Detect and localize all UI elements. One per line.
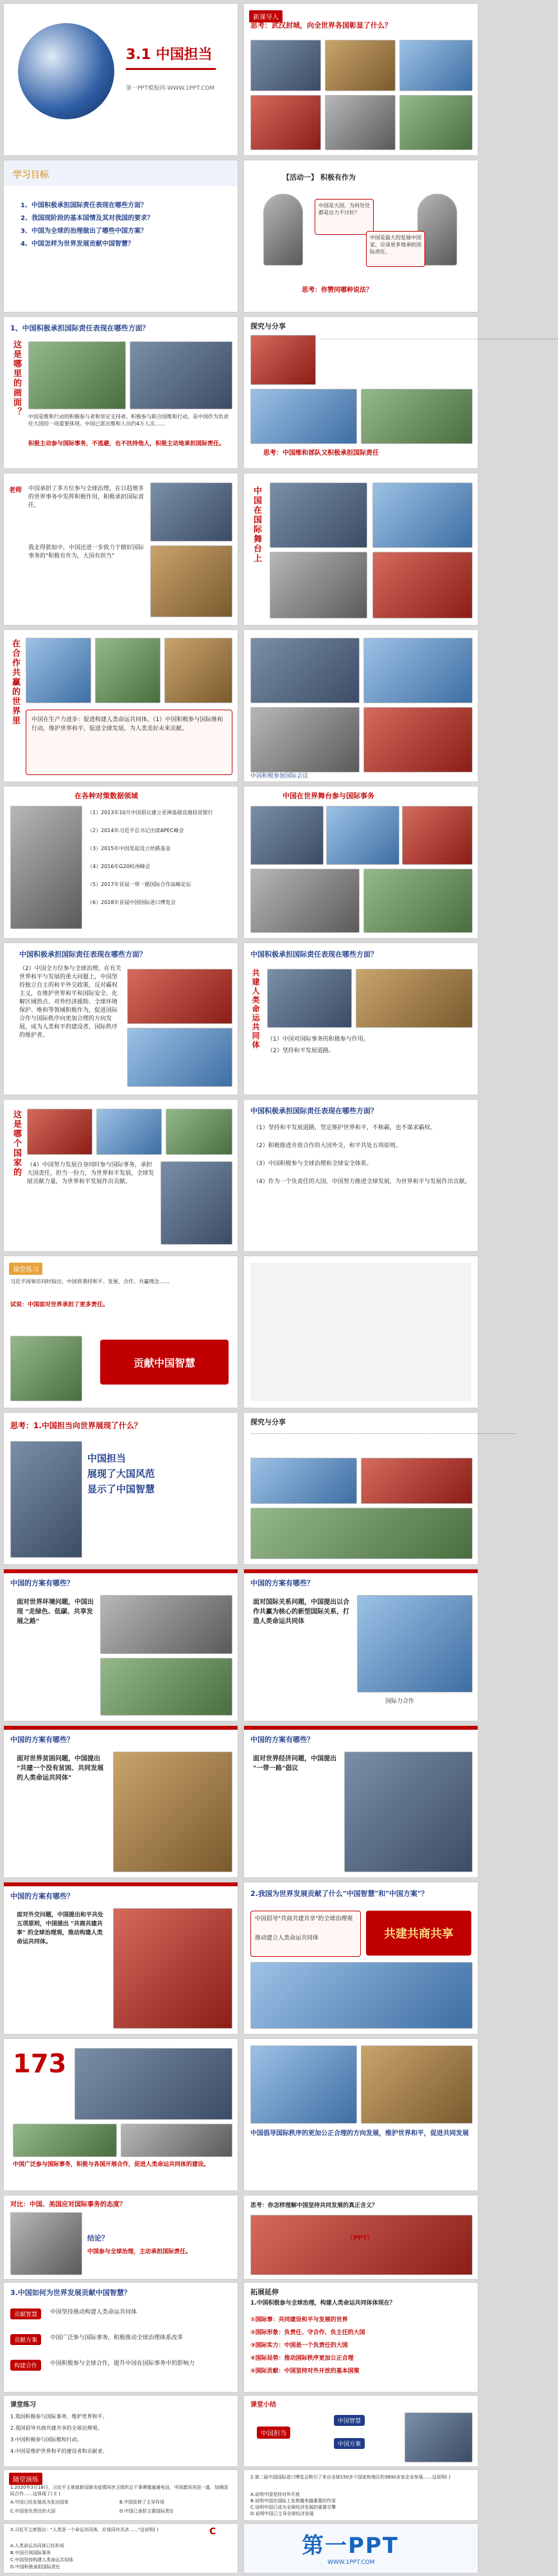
extend-item: ②国际形象：负责任、守合作、负主任的大国 (250, 2330, 365, 2336)
summary-node: 中国担当 (257, 2427, 290, 2439)
drill-option: B.说明中国在国际上发挥越来越重要的作用 (250, 2498, 336, 2503)
photo-signing-2 (361, 1458, 473, 1504)
action-item: （3）中国积极参与全球治理和全球安全体系。 (253, 1161, 372, 1167)
slide-relations-plan (244, 1569, 478, 1721)
photo-forum (250, 806, 324, 865)
practice-tag: 课堂练习 (9, 1263, 42, 1275)
drill-option: C.中国坚持构建人类命运共同体 (10, 2557, 74, 2563)
peacekeeping-question: 1、中国积极承担国际责任表现在哪些方面？ (10, 324, 150, 332)
slide-timeline (4, 787, 238, 938)
slide-order (244, 2039, 478, 2190)
highlight-173: 中国广泛参与国际事务，积极与各国开展合作，促进人类命运共同体的建设。 (13, 2162, 210, 2168)
photo-expo (372, 482, 473, 548)
slide-drill-3 (4, 2524, 238, 2573)
photo-ship (250, 389, 357, 444)
photo-conference (250, 638, 360, 703)
slide-objectives (4, 160, 238, 312)
explore-question: 思考：中国维和部队又积极承担国际责任 (263, 450, 379, 457)
extend-item: ①国际事：共同建设和平与发展的世界 (250, 2317, 348, 2323)
explore2-heading: 探究与分享 (250, 1418, 286, 1426)
photo-soldiers (28, 341, 126, 409)
drill-tag: 随堂演练 (9, 2473, 42, 2485)
compare-answer: 中国参与全球治理，主动承担国际责任。 (87, 2249, 192, 2255)
slide-extend (244, 2283, 478, 2392)
photo-train-2 (121, 2124, 232, 2157)
global-gov-para: （2）中国全方位参与全球治理。在有关世界和平与发展的重大问题上，中国坚持独立自主的和平外交政策，反对霸权主义，在维护世界和平和国际安全、化解区域热点、对外经济援助、全球环境保护、维和等领域积极作为，促进国际合作与国际秩序向更加合理的方向发展，成为人类和平的建设者，国际秩序的维护者。 (19, 966, 121, 1039)
slide-global-gov (4, 943, 238, 1095)
photo-map-2 (250, 2045, 357, 2124)
drill-option: A.中国已经发展成为发达国家 (10, 2500, 69, 2505)
governance-para: 中国承担了多方位参与全球治理，在日趋增多的世界事务中发挥积极作用，积极承担国际责任。 (28, 486, 144, 509)
globe-icon (18, 23, 114, 119)
peacekeeping-vert: 这是哪里的画面？ (12, 340, 21, 417)
objective-1: 1、中国积极承担国际责任表现在哪些方面？ (21, 202, 147, 209)
slide-blank-grey (244, 1256, 478, 1408)
compare-conclusion: 结论？ (87, 2234, 109, 2242)
photo-chart (361, 2045, 473, 2124)
slide-country (4, 1100, 238, 1251)
photo-flag-2 (27, 1109, 92, 1155)
photo-medical (325, 40, 396, 91)
slide-how-contribute (4, 2283, 238, 2392)
activity-think: 思考：你赞同哪种说法？ (302, 287, 372, 294)
top-bar (4, 1569, 238, 1573)
photo-stage (363, 869, 473, 933)
env-line: 面对世界环境问题，中国出现 "走绿色、低碳、共享发展之路" (17, 1599, 94, 1625)
slide-drill-1 (4, 2470, 238, 2520)
slide-explore-2 (244, 1413, 516, 1564)
photo-signing (250, 707, 360, 772)
class-practice-heading: 课堂练习 (10, 2401, 36, 2409)
slide-env-plan (4, 1569, 238, 1721)
photo-flags-globe (357, 1595, 473, 1693)
slide-173 (4, 2039, 238, 2190)
drill-option: B.中国引领国际事务 (10, 2550, 51, 2555)
top-bar (4, 1882, 238, 1886)
how-item: 中国广泛参与国际事务，积极推动全球治理体系改革 (50, 2335, 184, 2341)
how-item: 中国积极参与全球合作，提升中国在国际事务中的影响力 (50, 2360, 195, 2367)
global-gov-question: 中国积极承担国际责任表现在哪些方面？ (19, 950, 146, 959)
photo-doctors (399, 95, 473, 150)
slide-think-show (4, 1413, 238, 1564)
photo-mosaic (96, 1109, 162, 1155)
drill-q3: 3.习近平主席指出："人类是一个命运共同体，应该同舟共济……"这说明( ) (10, 2527, 159, 2532)
drill-option: A.说明中国坚持对外开放 (250, 2492, 300, 2497)
practice-line: 2.我国倡导共商共建共享的全球治理观。 (10, 2425, 103, 2431)
drill-option: B.中国发挥了主导作用 (119, 2500, 165, 2505)
slide-conference (244, 630, 478, 781)
extend-question: 1.中国积极参与全球治理，构建人类命运共同体体现在？ (250, 2300, 396, 2307)
photo-leaders-2 (10, 2212, 82, 2275)
show-line-2: 展现了大国风范 (87, 1468, 155, 1480)
summary-node: 中国智慧 (334, 2415, 365, 2426)
photo-belt-road (344, 1752, 473, 1872)
slide-poverty-plan (4, 1726, 238, 1877)
world-stage-heading: 中国在世界舞台参与国际事务 (283, 792, 374, 800)
action-item: （2）积极推进开放合作的大国外交，和平共处五项原则。 (253, 1143, 401, 1149)
photo-flags-3 (13, 2124, 117, 2157)
drill-option: A.人类命运共同体已经形成 (10, 2543, 64, 2548)
order-point: 中国倡导国际秩序的更加公正合理的方向发展，维护世界和平，促进共同发展 (250, 2130, 469, 2137)
person-figure (263, 194, 303, 266)
conference-caption: 中国积极参加国际会议 (250, 773, 309, 780)
photo-children (113, 1752, 232, 1872)
cooperation-vert: 在合作共赢的世界里 (10, 639, 20, 726)
photo-delegates (270, 552, 367, 618)
photo-crowd (150, 545, 232, 617)
label-cooperate: 构建合作 (10, 2360, 41, 2371)
practice-para: 习近平国事访问时指出，中国将秉持和平、发展、合作、共赢理念…… (10, 1279, 170, 1284)
peacekeeping-para: 中国是维和行动的积极参与者和坚定支持者。积极参与联合国维和行动，是中国作为负责任大国的一项重要体现。中国已派出维和人员约4万人次…… (28, 414, 229, 427)
photo-satellite (250, 1458, 357, 1504)
photo-countries (127, 1028, 232, 1087)
drill-option: D.中国积极承担国际责任 (10, 2564, 60, 2570)
photo-leaders (130, 341, 232, 409)
extend-item: ③国际实力：中国是一个负责任的大国 (250, 2342, 348, 2349)
contribution-question: 2.我国为世界发展贡献了什么"中国智慧"和"中国方案"？ (250, 1889, 428, 1898)
photo-refugees (10, 806, 82, 929)
photo-podium (363, 638, 473, 703)
photo-flags-2 (10, 1336, 82, 1401)
summary-node: 中国方案 (334, 2438, 365, 2449)
slide-stage (244, 473, 478, 625)
timeline-heading: 在各种对策数据领域 (74, 792, 138, 800)
photo-city (250, 40, 321, 91)
actions-question: 中国积极承担国际责任表现在哪些方面？ (250, 1107, 378, 1115)
photo-bridge (399, 40, 473, 91)
photo-assembly (402, 806, 473, 865)
practice-line: 4.中国是维护世界和平的建设者和贡献者。 (10, 2448, 108, 2454)
slide-contribution (244, 1882, 478, 2034)
bubble-text: 中国是大国，为何处处都是出力不讨好？ (318, 203, 370, 216)
slide-summary (244, 2396, 478, 2466)
community-vert: 共建人类命运共同体 (251, 969, 260, 1050)
action-item: （1）坚持和平发展道路，坚定维护世界和平，不称霸，也不谋求霸权。 (253, 1125, 436, 1131)
photo-map (26, 638, 91, 703)
photo-portrait (10, 1441, 82, 1558)
label-wisdom: 贡献智慧 (10, 2308, 41, 2319)
timeline-item: （3）2015年中国发起设立丝路基金 (87, 846, 171, 851)
photo-roundtable (250, 869, 360, 933)
compare-heading: 对比：中国、美国应对国际事务的态度？ (10, 2201, 126, 2208)
timeline-item: （4）2016年G20杭州峰会 (87, 864, 150, 869)
photo-train (250, 95, 321, 150)
cover-subtitle: 第一PPT模板网-WWW.1PPT.COM (126, 85, 215, 92)
contribution-box (250, 1911, 361, 1957)
photo-smog (100, 1595, 232, 1654)
slide-intro (244, 4, 478, 155)
objective-3: 3、中国为全球的治理做出了哪些中国方案？ (21, 228, 147, 235)
timeline-item: （2）2014年习近平总书记出席APEC峰会 (87, 828, 184, 833)
slide-governance (4, 473, 238, 625)
photo-hall-2 (161, 1161, 232, 1245)
photo-summit-2 (267, 969, 352, 1028)
timeline-item: （5）2017年首届一带一路国际合作高峰论坛 (87, 882, 191, 887)
community-point: （1）中国对国际事务的积极参与作用。 (267, 1036, 369, 1043)
poverty-line: 面对世界贫困问题，中国提出 "共建一个没有贫困、共同发展的人类命运共同体" (17, 1755, 104, 1782)
slide-common-dev (244, 2196, 478, 2279)
photo-troops (361, 389, 473, 444)
extend-heading: 拓展延伸 (250, 2288, 279, 2296)
common-dev-label: （PPT） (347, 2235, 374, 2242)
photo-summary (405, 2412, 473, 2462)
photo-construction (250, 2215, 473, 2275)
slide-diplomacy-plan (4, 1882, 238, 2034)
slide-economy-plan (244, 1726, 478, 1877)
slide-explore (244, 317, 558, 468)
slide-activity1 (244, 160, 478, 312)
country-para: （4）中国努力发展自身同时参与国际事务，承担大国责任，担当一份力，为世界和平发展，全球发展贡献力量，为世界和平发展作出贡献。 (27, 1162, 155, 1185)
explore-text: …………………………………………………………………………………………………………………………………………… (320, 336, 558, 341)
show-line-1: 中国担当 (87, 1453, 126, 1464)
action-item: （4）作为一个负责任的大国，中国努力推进全球发展，为世界和平与发展作出贡献。 (253, 1179, 471, 1185)
peacekeeping-highlight: 积极主动参与国际事务，不逃避，也不扶持他人，积极主动地承担国际责任。 (28, 441, 225, 447)
diplomacy-question: 中国的方案有哪些？ (10, 1892, 74, 1900)
bubble-text: 中国是最大的发展中国家，应该更多地承担国际责任。 (370, 235, 421, 255)
objectives-heading: 学习目标 (13, 170, 49, 180)
cooperation-box (26, 710, 232, 775)
big-number: 173 (13, 2049, 67, 2079)
show-line-3: 显示了中国智慧 (87, 1483, 155, 1495)
slide-summary-actions (244, 1100, 478, 1251)
drill-option: D.说明中国已主导全球经济发展 (250, 2511, 314, 2516)
cover-title: 3.1 中国担当 (126, 47, 213, 63)
drill-option: C.说明中国已成为全球经济发展的重要引擎 (250, 2505, 336, 2510)
extend-item: ⑤国际贡献：中国坚持对外开放的基本国策 (250, 2368, 360, 2375)
intro-question: 思考：武汉封城，向全世界各国彰显了什么？ (250, 21, 392, 30)
placeholder-area (250, 1263, 471, 1401)
brand-url: WWW.1PPT.COM (327, 2559, 375, 2566)
banner-wisdom: 贡献中国智慧 (100, 1340, 229, 1385)
slide-drill-2 (244, 2470, 478, 2520)
photo-rail (95, 638, 161, 703)
explore2-text: …………………………………………………………………………………………………………………………………………………………… (250, 1430, 516, 1435)
label-plan: 贡献方案 (10, 2334, 41, 2345)
photo-port (164, 638, 232, 703)
relations-line: 面对国际关系问题，中国提出以合作共赢为核心的新型国际关系，打造人类命运共同体 (253, 1599, 349, 1625)
think-show-title: 思考：1.中国担当向世界展现了什么？ (10, 1421, 142, 1430)
governance-quote: 我北得犹如中，中国还进一步致力于做好国际事务的"积极有作为，大国有担当" (28, 545, 144, 559)
cover-divider (126, 68, 216, 70)
economy-question: 中国的方案有哪些？ (250, 1736, 314, 1744)
explore-heading: 探究与分享 (250, 322, 286, 330)
common-dev-question: 思考：你怎样理解中国坚持共同发展的真正含义？ (250, 2203, 378, 2209)
objective-4: 4、中国怎样为世界发展贡献中国智慧？ (21, 241, 134, 248)
slide-world-stage (244, 787, 478, 938)
drill-option: C.中国是负责任的大国 (10, 2509, 56, 2514)
photo-gallery (166, 1109, 232, 1155)
slide-cover (4, 4, 238, 155)
photo-summit-banner (250, 1962, 473, 2029)
cooperation-points: 中国在生产力进步：促进构建人类命运共同体。（1）中国积极参与国际维和行动，维护世界和平，促进全球发展，为人类美好未来贡献。 (31, 717, 223, 732)
photo-street (325, 95, 396, 150)
drill-answer-mark: C (209, 2527, 216, 2537)
photo-flags (363, 707, 473, 772)
slide-community (244, 943, 478, 1095)
how-question: 3.中国如何为世界发展贡献中国智慧？ (10, 2289, 131, 2297)
slide-practice (4, 1256, 238, 1408)
practice-line: 1.我国积极参与国际事务，维护世界和平。 (10, 2414, 108, 2419)
photo-ceremony (326, 806, 399, 865)
activity-title: 【活动一】 积极有作为 (283, 173, 356, 182)
relations-caption: 国际力合作 (385, 1698, 415, 1705)
slide-compare (4, 2196, 238, 2279)
practice-answer: 试说：中国面对世界承担了更多责任。 (10, 1302, 109, 1308)
photo-summit (270, 482, 367, 548)
economy-line: 面对世界经济问题，中国提出 "一带一路"倡议 (253, 1755, 336, 1772)
photo-handshake (356, 969, 473, 1028)
poverty-question: 中国的方案有哪些？ (10, 1736, 74, 1744)
contribution-point: 推动建立人类命运共同体 (255, 1935, 319, 1941)
top-bar (244, 1726, 478, 1730)
banner-shared: 共建共商共享 (366, 1911, 471, 1956)
slide-class-practice (4, 2396, 238, 2466)
photo-wind (100, 1658, 232, 1716)
photo-ceremony-2 (74, 2048, 232, 2120)
practice-line: 3.中国积极参与国际维和行动。 (10, 2437, 82, 2443)
photo-landscape (250, 1508, 473, 1559)
slide-peacekeeping (4, 317, 238, 468)
objective-2: 2、我国现阶段的基本国情及其对我国的要求？ (21, 215, 153, 222)
slide-cooperation (4, 630, 238, 781)
extend-item: ④国际局势：推动国际秩序更加公正合理 (250, 2355, 354, 2362)
photo-meeting (150, 482, 232, 542)
drill-q1: 1.2020年3月18日，习近平主席就新冠肺炎疫情同世卫组织总干事谭德塞通电话，中国愿同各国一道，加强国际合作……这体现了( C ) (10, 2485, 228, 2496)
photo-assembly-hall (113, 1908, 232, 2029)
top-bar (4, 1726, 238, 1730)
timeline-item: （1）2013年10月中国倡议建立亚洲基础设施投资银行 (87, 810, 213, 815)
governance-lead: 老师 (9, 487, 22, 494)
contribution-point: 中国倡导"共商共建共享"的全球治理观 (255, 1916, 353, 1922)
how-item: 中国坚持推动构建人类命运共同体 (50, 2309, 137, 2316)
brand-logo: 第一PPT (302, 2533, 399, 2559)
drill-q2: 2.第二届中国国际进口博览会吸引了来自全球150多个国家和地区的3800多家企业参展……这说明( ) (250, 2475, 451, 2480)
photo-flag (250, 335, 316, 385)
drill-option: D.中国已承担主要国际责任 (119, 2509, 174, 2514)
speech-bubble (366, 231, 425, 267)
community-point: （2）坚持和平发展道路。 (267, 1048, 335, 1054)
community-question: 中国积极承担国际责任表现在哪些方面？ (250, 950, 378, 959)
top-bar (244, 1569, 478, 1573)
summary-heading: 课堂小结 (250, 2401, 276, 2409)
speech-bubble (315, 199, 374, 235)
stage-vert: 中国在国际舞台上 (252, 486, 261, 563)
country-vert: 这是哪个国家的 (12, 1110, 21, 1177)
photo-g20 (127, 969, 232, 1024)
intro-tag: 新课导入 (249, 10, 283, 22)
timeline-item: （6）2018年首届中国国际进口博览会 (87, 900, 176, 905)
relations-question: 中国的方案有哪些？ (250, 1579, 314, 1587)
slide-logo (244, 2524, 478, 2573)
env-question: 中国的方案有哪些？ (10, 1579, 74, 1587)
photo-hall (372, 552, 473, 618)
diplomacy-line: 面对外交问题，中国提出和平共处五项原则，中国提出 "共商共建共享" 的全球治理观，推动构建人类命运共同体。 (17, 1912, 104, 1945)
